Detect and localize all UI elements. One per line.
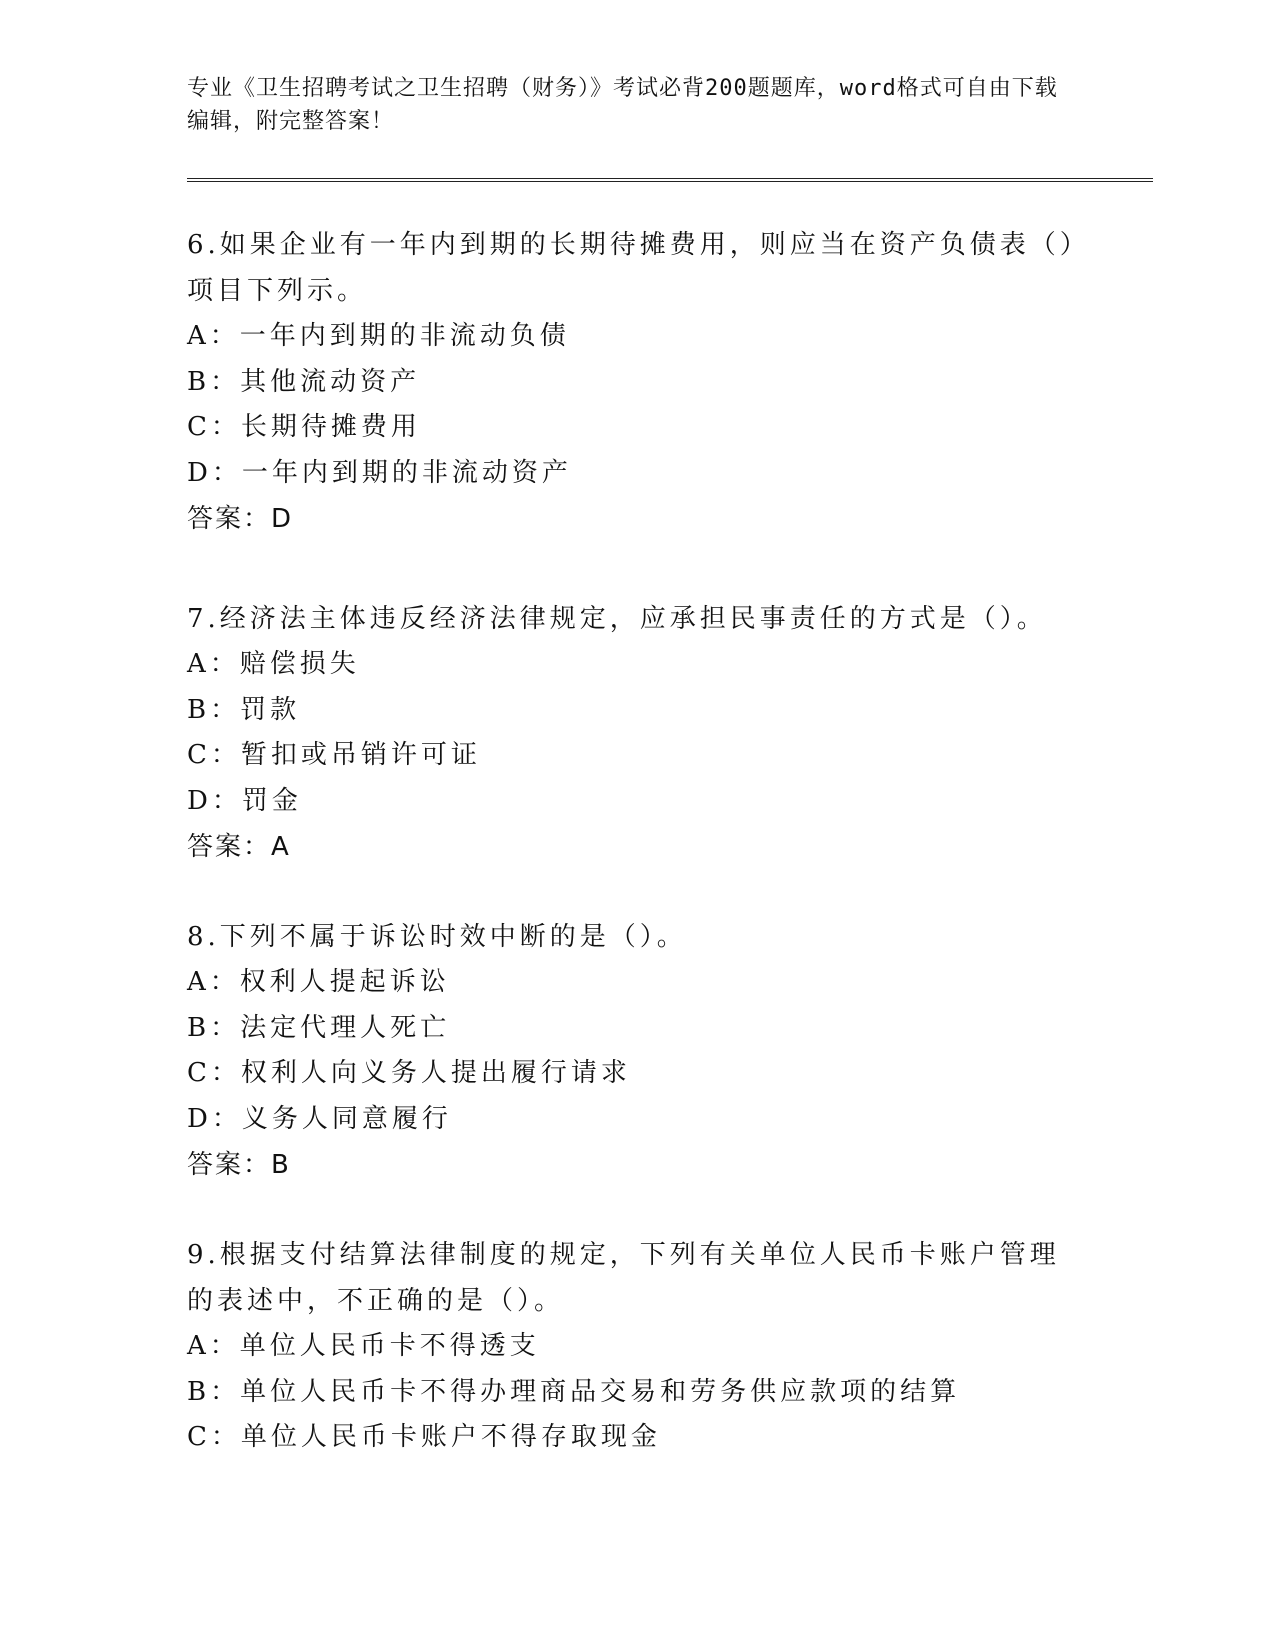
question-9 <box>187 1232 1087 1461</box>
option-b: B：其他流动资产 <box>187 366 421 397</box>
question-text: 9.根据支付结算法律制度的规定，下列有关单位人民币卡账户管理的表述中，不正确的是（）。 <box>187 1240 1060 1316</box>
document-intro: 专业《卫生招聘考试之卫生招聘（财务）》考试必背200题题库，word格式可自由下载编辑，附完整答案！ <box>187 76 1058 134</box>
question-text: 8.下列不属于诉讼时效中断的是（）。 <box>187 922 687 952</box>
option-d: D：一年内到期的非流动资产 <box>187 457 572 488</box>
option-a: A：权利人提起诉讼 <box>187 967 450 997</box>
option-c: C：长期待摊费用 <box>187 412 421 442</box>
option-c: C：单位人民币卡账户不得存取现金 <box>187 1422 661 1452</box>
option-a: A：单位人民币卡不得透支 <box>187 1331 540 1361</box>
answer: 答案：D <box>187 504 294 534</box>
question-8 <box>187 914 1087 1188</box>
option-b: B：单位人民币卡不得办理商品交易和劳务供应款项的结算 <box>187 1376 961 1407</box>
option-b: B：罚款 <box>187 694 301 725</box>
question-text: 6.如果企业有一年内到期的长期待摊费用，则应当在资产负债表（）项目下列示。 <box>187 230 1077 306</box>
option-c: C：权利人向义务人提出履行请求 <box>187 1058 631 1088</box>
option-a: A：一年内到期的非流动负债 <box>187 321 570 351</box>
option-b: B：法定代理人死亡 <box>187 1012 451 1043</box>
answer: 答案：B <box>187 1150 291 1180</box>
option-a: A：赔偿损失 <box>187 649 360 679</box>
option-d: D：义务人同意履行 <box>187 1103 452 1134</box>
answer: 答案：A <box>187 832 291 862</box>
question-text: 7.经济法主体违反经济法律规定，应承担民事责任的方式是（）。 <box>187 604 1047 634</box>
option-d: D：罚金 <box>187 785 302 816</box>
option-c: C：暂扣或吊销许可证 <box>187 740 481 770</box>
question-7 <box>187 596 1087 870</box>
header-divider <box>187 178 1153 182</box>
question-6 <box>187 222 1087 542</box>
